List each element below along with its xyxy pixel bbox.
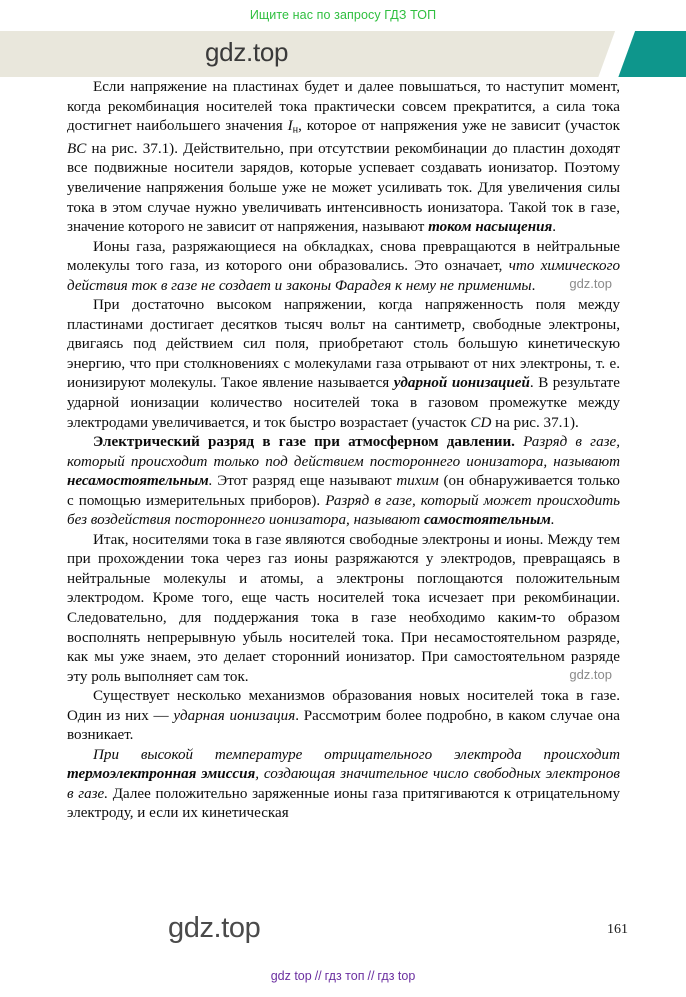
paragraph-2: Ионы газа, разряжающиеся на обкладках, снова превращаются в нейтральные молекулы того газа, из которого они образовались. Это означает, что химического действия ток в газе не создает и законы Фарадея к нему не применимы. (67, 238, 621, 294)
term-quiet-discharge: тихим (396, 473, 439, 490)
footer-link-3[interactable]: гдз top (377, 969, 416, 983)
term-self-sustained: самостоятельным (424, 512, 551, 529)
paragraph-7: При высокой температуре отрицательного электрода происходит термоэлектронная эмиссия, создающая значительное число свободных электронов в газе. Далее положительно заряженные ионы газа притягиваются к отрицательному электроду, и если их кинетическая (67, 746, 620, 822)
term-thermionic-emission: термоэлектронная эмиссия (67, 766, 256, 783)
inline-watermark-1: gdz.top (569, 276, 612, 292)
logo-banner (0, 31, 686, 77)
term-impact-ionization: ударной ионизацией (393, 375, 530, 392)
promo-bar (0, 0, 686, 30)
term-saturation-current: током насыщения (428, 219, 553, 236)
page-number: 161 (607, 922, 628, 937)
paragraph-3: При достаточно высоком напряжении, когда напряженность поля между пластинами достигает десятков тысяч вольт на сантиметр, свободные электроны, двигаясь под действием сил поля, приобретают столь большую кинетическую энергию, что при столкновениях с молекулами газа отрывают от них электроны, т. е. ионизируют молекулы. Такое явление называется ударной ионизацией. В результате ударной ионизации количество носителей тока в газовом промежутке между электродами увеличивается, и ток быстро возрастает (участок CD на рис. 37.1). (67, 297, 620, 431)
definition-non-self-sustained: Разряд в газе, который происходит только под действием постороннего ионизатора, называют несамостоятельным. (67, 434, 620, 490)
definition-self-sustained: Разряд в газе, который может происходить без воздействия постороннего ионизатора, называют самостоятельным. (67, 492, 621, 529)
heading-discharge-atmospheric-pressure: Электрический разряд в газе при атмосферном давлении. (93, 434, 515, 451)
footer-link-2[interactable]: гдз топ (324, 969, 365, 983)
symbol-segment-cd: CD (470, 414, 492, 431)
definition-thermionic-emission: При высокой температуре отрицательного электрода происходит термоэлектронная эмиссия, создающая значительное число свободных электронов в газе. (67, 746, 620, 802)
footer-link-separator-1: // (314, 969, 322, 983)
symbol-segment-bc: BC (67, 140, 87, 157)
paragraph-5: Итак, носителями тока в газе являются свободные электроны и ионы. Между тем при прохождении тока через газ ионы разряжаются у электродов, превращаясь в нейтральные молекулы и атомы, а электроны поглощаются положительным электродом. Кроме того, еще часть носителей тока исчезает при рекомбинации. Следовательно, для поддержания тока в газе необходимо каким-то образом восполнять непрерывную убыль носителей тока. При несамостоятельном разряде, как мы уже знаем, это делает сторонний ионизатор. При самостоятельном разряде эту роль выполняет сам ток. (67, 531, 620, 685)
term-impact-ionization-2: ударная ионизация (173, 707, 296, 724)
footer-logo: gdz.top (168, 912, 261, 944)
inline-watermark-2: gdz.top (569, 667, 612, 683)
paragraph-1-text: Если напряжение на пластинах будет и далее повышаться, то наступит момент, когда рекомбинация носителей тока практически совсем прекратится, а сила тока достигнет наибольшего значения $I_н$, которое от напряжения уже не зависит (участок BC на рис. 37.1). Действительно, при отсутствии рекомбинации до пластин доходят все подвижные носители зарядов, которые успевает создавать ионизатор. Поэтому увеличение напряжения больше уже не может усиливать ток. Для увеличения силы тока в этом случае нужно увеличивать интенсивность ионизатора. Такой ток в газе, значение которого не зависит от напряжения, называют током насыщения. (67, 79, 620, 236)
symbol-saturation-current: I (287, 118, 293, 135)
footer-links (0, 969, 686, 983)
footer-link-1[interactable]: gdz top (270, 969, 312, 983)
symbol-saturation-current-subscript: н (292, 124, 299, 136)
term-non-self-sustained: несамостоятельным (67, 473, 209, 490)
banner-logo-text: gdz.top (205, 37, 289, 67)
paragraph-4: Электрический разряд в газе при атмосферном давлении. Разряд в газе, который происходит только под действием постороннего ионизатора, называют несамостоятельным. Этот разряд еще называют тихим (он обнаруживается только с помощью измерительных приборов). Разряд в газе, который может происходить без воздействия постороннего ионизатора, называют самостоятельным. (67, 434, 621, 529)
page-body (67, 78, 620, 824)
term-no-chemical-action: что химического действия ток в газе не создает и законы Фарадея к нему не применимы (67, 258, 621, 294)
paragraph-6: Существует несколько механизмов образования новых носителей тока в газе. Один из них — ударная ионизация. Рассмотрим более подробно, в каком случае она возникает. (67, 688, 620, 744)
paragraph-1 (67, 78, 620, 238)
footer-link-separator-2: // (367, 969, 375, 983)
promo-text: Ищите нас по запросу ГДЗ ТОП (249, 8, 437, 22)
